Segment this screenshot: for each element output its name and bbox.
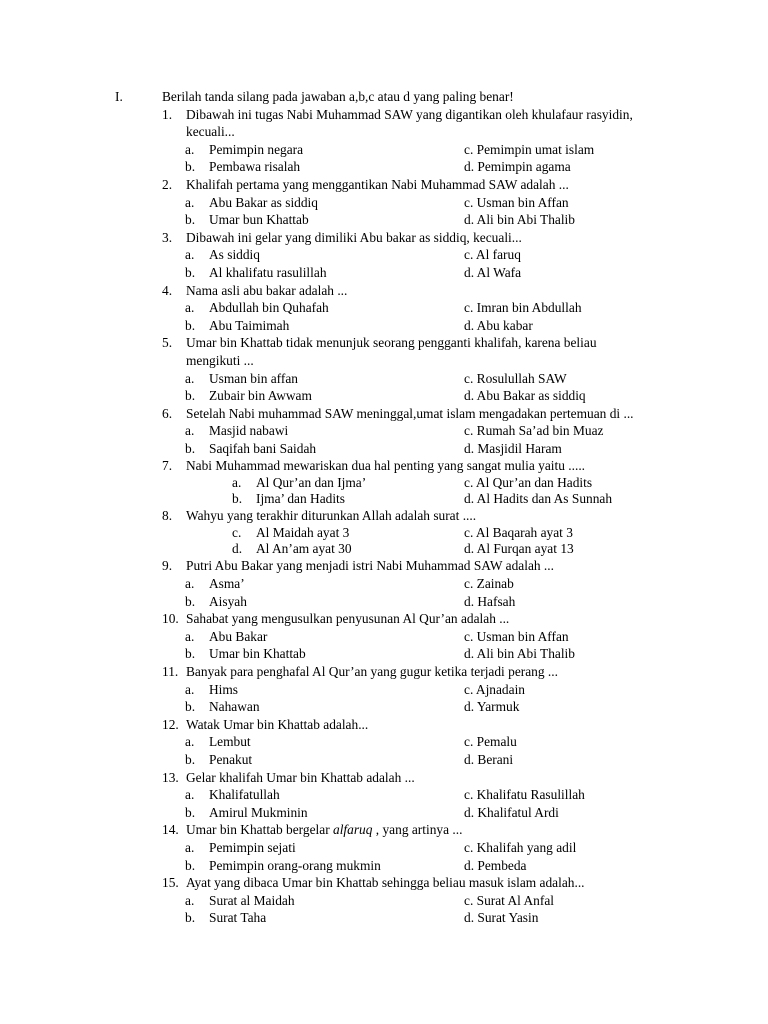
- option-letter: a.: [185, 370, 195, 386]
- option-right: c. Ajnadain: [464, 681, 525, 697]
- option-right: d. Ali bin Abi Thalib: [464, 212, 575, 228]
- option-text: Amirul Mukminin: [209, 804, 308, 820]
- option-row: [162, 593, 682, 611]
- option-letter: b.: [185, 910, 196, 926]
- question-number: 13.: [162, 769, 179, 785]
- option-right: c. Usman bin Affan: [464, 628, 569, 644]
- option-right: d. Al Hadits dan As Sunnah: [464, 491, 613, 507]
- option-right: d. Hafsah: [464, 593, 516, 609]
- option-text: Al Maidah ayat 3: [256, 525, 350, 541]
- question-number: 2.: [162, 176, 173, 192]
- question-line: [162, 769, 682, 787]
- option-text: Umar bin Khattab: [209, 646, 306, 662]
- option-row: [162, 681, 682, 699]
- question-number: 3.: [162, 229, 173, 245]
- question-number: 4.: [162, 282, 173, 298]
- option-text: Pemimpin negara: [209, 141, 304, 157]
- question-line: [162, 334, 682, 352]
- option-text: Penakut: [209, 751, 253, 767]
- question-text: Setelah Nabi muhammad SAW meninggal,umat islam mengadakan pertemuan di ...: [186, 405, 634, 421]
- option-letter: b.: [185, 804, 196, 820]
- option-row: [162, 909, 682, 927]
- option-text: Lembut: [209, 734, 251, 750]
- question-line: [162, 123, 682, 141]
- option-right: c. Al faruq: [464, 247, 521, 263]
- question-number: 9.: [162, 558, 173, 574]
- question-item: [162, 769, 682, 822]
- question-text: Gelar khalifah Umar bin Khattab adalah ...: [186, 769, 415, 785]
- option-right: d. Abu kabar: [464, 317, 533, 333]
- option-text: Pemimpin sejati: [209, 839, 296, 855]
- question-item: [162, 457, 682, 507]
- question-line: [162, 457, 682, 475]
- option-right: c. Usman bin Affan: [464, 194, 569, 210]
- option-row: [162, 892, 682, 910]
- question-line: [162, 229, 682, 247]
- option-letter: a.: [185, 423, 195, 439]
- option-right: d. Abu Bakar as siddiq: [464, 388, 586, 404]
- option-letter: b.: [232, 491, 243, 507]
- option-text: Zubair bin Awwam: [209, 388, 312, 404]
- option-letter: b.: [185, 264, 196, 280]
- option-text: Saqifah bani Saidah: [209, 440, 317, 456]
- question-item: [162, 716, 682, 769]
- question-number: 14.: [162, 822, 179, 838]
- question-item: [162, 874, 682, 927]
- question-number: 11.: [162, 663, 179, 679]
- option-row: [162, 525, 682, 541]
- question-text: Umar bin Khattab bergelar alfaruq , yang artinya ...: [186, 822, 463, 838]
- option-text: Al khalifatu rasulillah: [209, 264, 327, 280]
- option-right: c. Pemalu: [464, 734, 517, 750]
- option-text: Surat al Maidah: [209, 892, 295, 908]
- option-right: c. Khalifah yang adil: [464, 839, 577, 855]
- option-right: d. Pembeda: [464, 857, 527, 873]
- question-line: [162, 821, 682, 839]
- question-line: [162, 176, 682, 194]
- question-text: Putri Abu Bakar yang menjadi istri Nabi Muhammad SAW adalah ...: [186, 558, 554, 574]
- option-row: [162, 211, 682, 229]
- option-text: Abu Bakar: [209, 628, 268, 644]
- option-letter: a.: [185, 839, 195, 855]
- option-text: Khalifatullah: [209, 787, 280, 803]
- option-row: [162, 628, 682, 646]
- option-letter: a.: [185, 194, 195, 210]
- question-text: kecuali...: [186, 124, 235, 140]
- question-text: Nama asli abu bakar adalah ...: [186, 282, 348, 298]
- question-text: Dibawah ini gelar yang dimiliki Abu bakar as siddiq, kecuali...: [186, 229, 522, 245]
- option-row: [162, 733, 682, 751]
- question-text: mengikuti ...: [186, 352, 254, 368]
- option-row: [162, 786, 682, 804]
- option-letter: a.: [185, 628, 195, 644]
- option-row: [162, 317, 682, 335]
- option-letter: a.: [185, 300, 195, 316]
- option-right: d. Pemimpin agama: [464, 159, 571, 175]
- option-right: c. Khalifatu Rasulillah: [464, 787, 585, 803]
- question-item: [162, 405, 682, 458]
- question-number: 15.: [162, 875, 179, 891]
- option-text: Pembawa risalah: [209, 159, 301, 175]
- question-item: [162, 610, 682, 663]
- question-text: Umar bin Khattab tidak menunjuk seorang pengganti khalifah, karena beliau: [186, 335, 597, 351]
- option-text: Surat Taha: [209, 910, 267, 926]
- question-item: [162, 507, 682, 557]
- question-number: 6.: [162, 405, 173, 421]
- option-text: Ijma’ dan Hadits: [256, 491, 345, 507]
- option-letter: b.: [185, 317, 196, 333]
- option-letter: b.: [185, 388, 196, 404]
- option-row: [162, 158, 682, 176]
- question-list: [162, 106, 682, 927]
- question-line: [162, 663, 682, 681]
- option-right: d. Berani: [464, 751, 514, 767]
- option-row: [162, 751, 682, 769]
- question-line: [162, 507, 682, 525]
- question-line: [162, 405, 682, 423]
- question-text: Dibawah ini tugas Nabi Muhammad SAW yang digantikan oleh khulafaur rasyidin,: [186, 106, 633, 122]
- question-line: [162, 874, 682, 892]
- option-right: c. Imran bin Abdullah: [464, 300, 582, 316]
- question-text: Wahyu yang terakhir diturunkan Allah adalah surat ....: [186, 508, 477, 524]
- option-letter: a.: [185, 681, 195, 697]
- option-text: Masjid nabawi: [209, 423, 289, 439]
- option-letter: b.: [185, 646, 196, 662]
- option-letter: b.: [185, 212, 196, 228]
- option-letter: b.: [185, 159, 196, 175]
- question-number: 10.: [162, 611, 179, 627]
- option-right: d. Al Wafa: [464, 264, 522, 280]
- option-letter: b.: [185, 593, 196, 609]
- option-letter: a.: [185, 141, 195, 157]
- question-line: [162, 352, 682, 370]
- question-text: Ayat yang dibaca Umar bin Khattab sehingga beliau masuk islam adalah...: [186, 875, 585, 891]
- question-line: [162, 610, 682, 628]
- option-text: As siddiq: [209, 247, 260, 263]
- option-letter: a.: [185, 247, 195, 263]
- section-number: I.: [115, 89, 123, 104]
- instruction-text: Berilah tanda silang pada jawaban a,b,c atau d yang paling benar!: [162, 89, 514, 104]
- option-row: [162, 141, 682, 159]
- option-right: d. Ali bin Abi Thalib: [464, 646, 575, 662]
- question-text: Watak Umar bin Khattab adalah...: [186, 716, 369, 732]
- question-text: Khalifah pertama yang menggantikan Nabi Muhammad SAW adalah ...: [186, 176, 569, 192]
- question-number: 1.: [162, 106, 173, 122]
- option-text: Abu Bakar as siddiq: [209, 194, 318, 210]
- option-letter: a.: [232, 475, 242, 491]
- option-row: [162, 422, 682, 440]
- option-text: Hims: [209, 681, 239, 697]
- option-text: Pemimpin orang-orang mukmin: [209, 857, 381, 873]
- question-item: [162, 334, 682, 404]
- option-row: [162, 246, 682, 264]
- option-right: c. Zainab: [464, 576, 514, 591]
- option-right: d. Masjidil Haram: [464, 440, 562, 456]
- question-item: [162, 821, 682, 874]
- question-number: 12.: [162, 716, 179, 732]
- option-letter: b.: [185, 699, 196, 715]
- option-text: Al An’am ayat 30: [256, 541, 352, 557]
- question-text: Sahabat yang mengusulkan penyusunan Al Qur’an adalah ...: [186, 611, 510, 627]
- option-row: [162, 440, 682, 458]
- option-right: d. Al Furqan ayat 13: [464, 541, 574, 557]
- question-line: [162, 716, 682, 734]
- option-row: [162, 839, 682, 857]
- question-item: [162, 282, 682, 335]
- option-letter: a.: [185, 787, 195, 803]
- question-item: [162, 557, 682, 610]
- option-row: [162, 541, 682, 557]
- option-row: [162, 698, 682, 716]
- option-row: [162, 645, 682, 663]
- option-text: Usman bin affan: [209, 370, 299, 386]
- option-text: Asma’: [209, 576, 245, 591]
- option-letter: a.: [185, 734, 195, 750]
- option-right: c. Al Baqarah ayat 3: [464, 525, 573, 541]
- question-line: [162, 106, 682, 124]
- question-text: Nabi Muhammad mewariskan dua hal penting yang sangat mulia yaitu .....: [186, 458, 586, 474]
- option-right: c. Rosulullah SAW: [464, 370, 567, 386]
- question-item: [162, 176, 682, 229]
- question-item: [162, 229, 682, 282]
- question-line: [162, 557, 682, 575]
- option-right: d. Yarmuk: [464, 699, 520, 715]
- option-text: Nahawan: [209, 699, 260, 715]
- option-text: Umar bun Khattab: [209, 212, 309, 228]
- option-row: [162, 857, 682, 875]
- option-letter: a.: [185, 892, 195, 908]
- question-number: 7.: [162, 458, 173, 474]
- option-right: c. Al Qur’an dan Hadits: [464, 475, 593, 491]
- option-letter: b.: [185, 857, 196, 873]
- option-row: [162, 804, 682, 822]
- option-row: [162, 475, 682, 491]
- option-row: [162, 194, 682, 212]
- option-row: [162, 264, 682, 282]
- option-text: Aisyah: [209, 593, 247, 609]
- option-right: d. Khalifatul Ardi: [464, 804, 559, 820]
- option-letter: c.: [232, 525, 242, 541]
- option-row: [162, 370, 682, 388]
- question-text: Banyak para penghafal Al Qur’an yang gugur ketika terjadi perang ...: [186, 663, 558, 679]
- option-letter: b.: [185, 751, 196, 767]
- option-text: Al Qur’an dan Ijma’: [256, 475, 367, 491]
- option-row: [162, 299, 682, 317]
- question-number: 5.: [162, 335, 173, 351]
- option-row: [162, 491, 682, 507]
- option-right: c. Rumah Sa’ad bin Muaz: [464, 423, 604, 439]
- option-row: [162, 575, 682, 593]
- question-item: [162, 663, 682, 716]
- option-text: Abu Taimimah: [209, 317, 290, 333]
- option-letter: b.: [185, 440, 196, 456]
- option-letter: d.: [232, 541, 243, 557]
- option-text: Abdullah bin Quhafah: [209, 300, 329, 316]
- option-letter: a.: [185, 576, 195, 591]
- question-number: 8.: [162, 508, 173, 524]
- question-line: [162, 282, 682, 300]
- question-item: [162, 106, 682, 176]
- option-right: c. Pemimpin umat islam: [464, 141, 595, 157]
- option-right: c. Surat Al Anfal: [464, 892, 554, 908]
- option-row: [162, 387, 682, 405]
- option-right: d. Surat Yasin: [464, 910, 539, 926]
